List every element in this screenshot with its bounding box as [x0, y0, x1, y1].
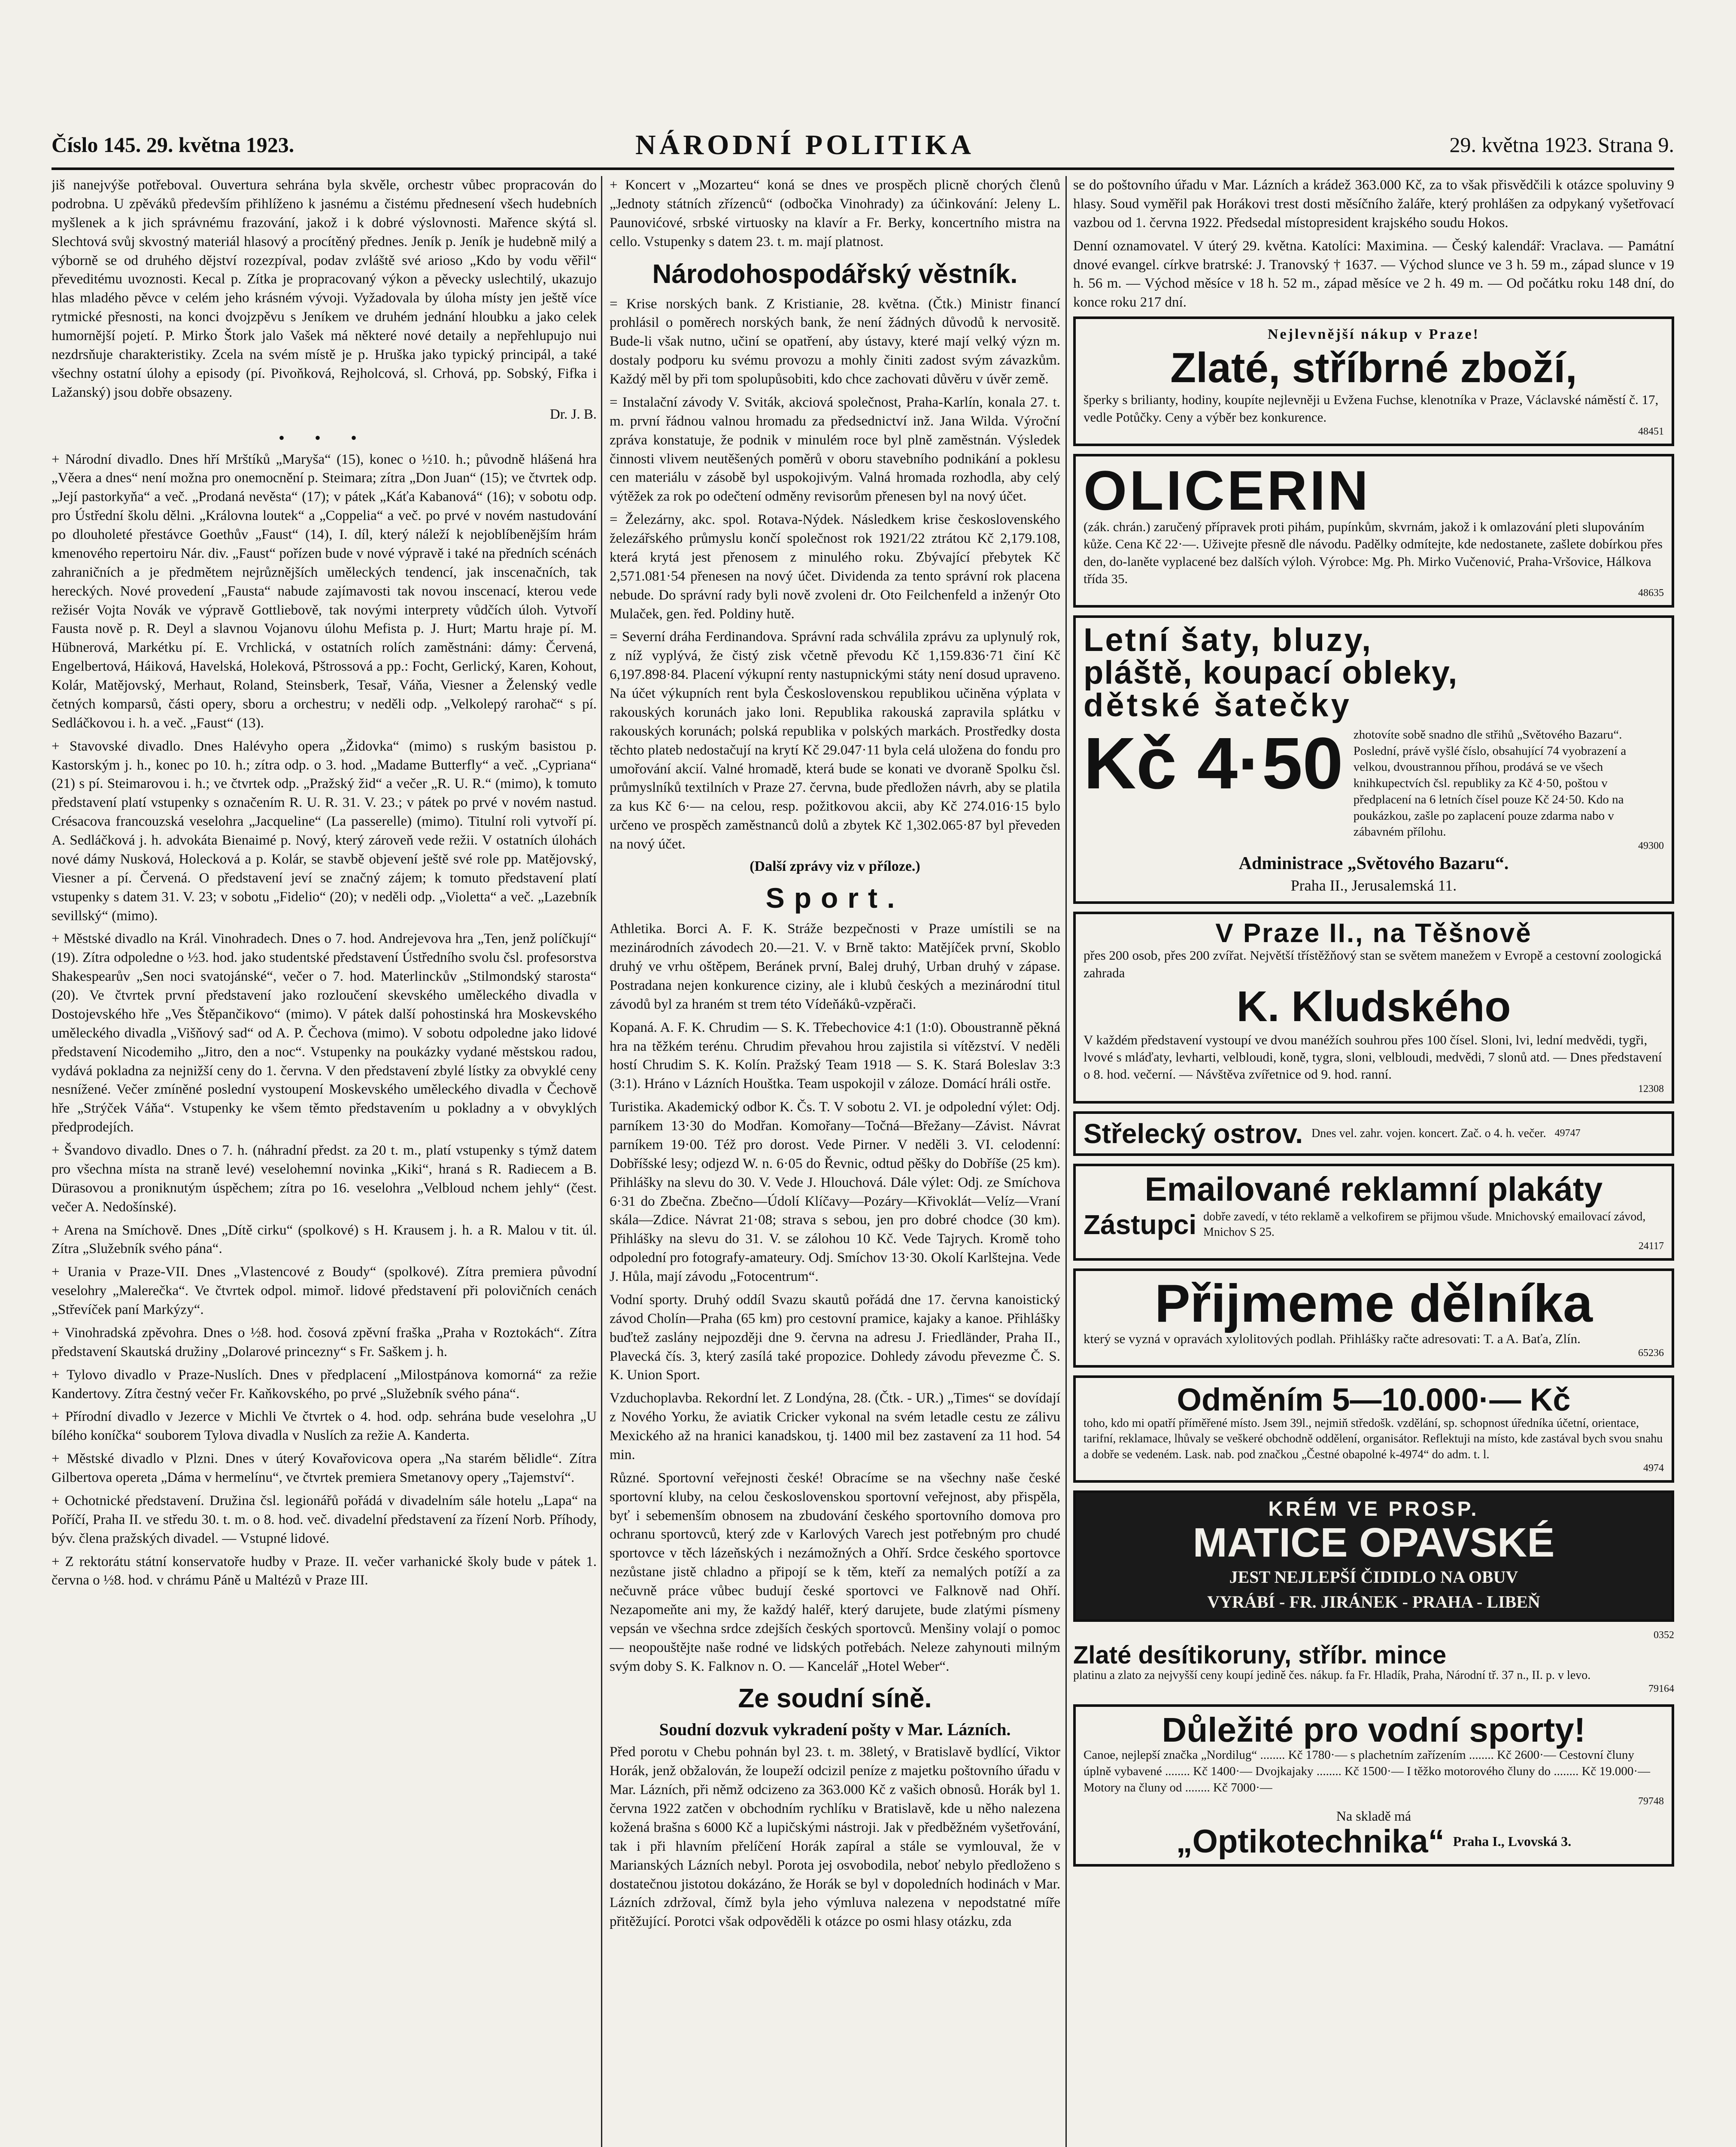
ad-headline: Přijmeme dělníka — [1154, 1274, 1593, 1333]
ad-enamel-posters — [1073, 1164, 1674, 1261]
sport-news: Vzduchoplavba. Rekordní let. Z Londýna, 28. (Čtk. - UR.) „Times“ se dovídají z Nového Yorku, že aviatik Cricker vykonal na svém letadle cestu ze zálivu Mexického až na hranici kanadskou, tj. 1400 mil bez zastavení za 11 hod. 54 min. — [610, 1390, 1060, 1463]
column-left — [52, 176, 597, 2147]
ad-number: 4974 — [1643, 1463, 1664, 1474]
economy-news: = Krise norských bank. Z Kristianie, 28. května. (Čtk.) Ministr financí prohlásil o poměrech norských bank, že není žádných důvodů k nervositě. Bude-li však nutno, učiní se opatření, aby ústavy, které mají velký význ m. dostaly podporu ku svému provozu a mohly činiti zadost svým závazkům. Každý měl by při tom spolupůsobiti, kdo chce zachovati důvěru v úvěr země. — [610, 296, 1060, 387]
ad-reward — [1073, 1375, 1674, 1483]
theatre-notice: + Městské divadlo v Plzni. Dnes v úterý Kovařovicova opera „Na starém bělidle“. Zítra Gilbertova opereta „Dáma v hermelínu“, ve čtvrtek premiera Smetanovy opery „Tajemství“. — [52, 1451, 597, 1485]
theatre-notice: + Stavovské divadlo. Dnes Halévyho opera „Židovka“ (mimo) s ruským basistou p. Kastorským j. h., konec po 10. h.; zítra odp. o 3. hod. „Madame Butterfly“ a več. „Cypriana“ (21) s pí. Steimarovou i. h.; ve čtvrtek odp. „Pražský žid“ a večer „R. U. R.“ (mimo), k tomuto představení platí vstupenky s označením R. U. R. 31. V. 23.; v pátek po prvé v novém nastud. Crésacova francouzská veselohra „Jacqueline“ (La passerelle) (mimo). Titulní roli vytvoří pí. A. Sedláčková j. h. advokáta Bienaimé p. Nový, který zároveň vede režii. V ostatních úlohách nové dámy Nusková, Holecková a p. Kolár, se stavbě objevení ještě své role pp. Matějovský, Viesner a pí. Červená. O představení jeví se značný zájem; k tomuto představení platí vstupenky s datem 31. V. 23; v sobotu „Fidelio“ (20); v neděli odp. „Violetta“ a več. „Lazebník sevillský“ (mimo). — [52, 738, 597, 924]
ad-price: Kč 4·50 — [1083, 723, 1343, 805]
economy-news: = Železárny, akc. spol. Rotava-Nýdek. Následkem krise československého železářského průmyslu končí společnost rok 1921/22 ztrátou Kč 2,179.108, která krytá jest přenosem z minulého roku. Zbývající přebytek Kč 2,571.081·54 přenesen na nový účet. Dividenda za tento správní rok placena nebude. Do správní rady byli nově zvoleni dr. Oto Feilchenfeld a inženýr Oto Mulaček, gen. řed. Poldiny hutě. — [610, 512, 1060, 622]
ad-circus-name: K. Kludského — [1236, 982, 1511, 1031]
page-header — [52, 129, 1674, 170]
theatre-notice: + Ochotnické představení. Družina čsl. legionářů pořádá v divadelním sále hotelu „Lapa“ na Poříčí, Praha II. ve středu 30. t. m. o 8. hod. več. divadelní představení za řízení Norb. Příhody, býv. člena pražských divadel. — Vstupné lidové. — [52, 1493, 597, 1546]
ad-headline-1: Letní šaty, bluzy, — [1083, 622, 1373, 659]
court-article-text: Před porotu v Chebu pohnán byl 23. t. m. 38letý, v Bratislavě bydlící, Viktor Horák, jenž obžalován, že loupeží odcizil peníze z majetku poštovního úřadu v Mar. Lázních, při němž odcizeno za 363.000 Kč z vašich obnosů. Horák byl 1. června 1922 zatčen v obchodním rychlíku v Bratislavě, kde u něho nalezena kožená brašna s 6000 Kč a lupičskými nástroji. Jak v předběžném vyšetřování, tak i při hlavním přelíčení Horák zapíral a stále se vymlouval, že v Marianských Lázních nebyl. Porota jej osvobodila, neboť nebylo předloženo s dostatečnou jistotou dokázáno, že Horák se byl v dopoledních hodinách v Mar. Lázních zdržoval, čímž byla jeho výmluva nalezena v nepodstatné míře přitěžující. Porotci však odpověděli k otázce po osmi hlasy otázku, zda — [610, 1744, 1060, 1930]
ad-tagline: Nejlevnější nákup v Praze! — [1267, 326, 1480, 343]
ad-number: 48635 — [1638, 587, 1664, 599]
theatre-notice: + Městské divadlo na Král. Vinohradech. Dnes o 7. hod. Andrejevova hra „Ten, jenž políčkují“ (19). Zítra odpoledne o ½3. hod. jako studentské představení Ústředního svolu čsl. profesorstva Shakespearův „Sen noci svatojánské“, večer o 7. hod. Materlinckův „Stilmondský starosta“ (20). Ve čtvrtek první představení jako rozloučení skevského uměleckého divadla v Dostojevského hře „Ves Štěpančikovo“ (mimo). V pátek další pohostinská hra Moskevského uměleckého divadla „Višňový sad“ od A. P. Čechova (mimo). V sobotu odpoledne jako lidové představení Nicodemiho „Jitro, den a noc“. Vstupenky na poukázky vydané městskou radou, vydává pokladna za nejnižší ceny do 1. června. V den představení zbylé lístky za obvyklé ceny nesnížené. Večer zmíněné poslední vystoupení Moskevského uměleckého divadla v Čechově hře „Strýček Váňa“. Vstupenky ke všem těmto představením u pokladny a v obvyklých předprodejích. — [52, 931, 597, 1135]
ad-summer-dresses — [1073, 615, 1674, 904]
theatre-notice: + Tylovo divadlo v Praze-Nuslích. Dnes v předplacení „Milostpánova komorná“ za režie Kandertovy. Zítra čestný večer Fr. Kaňkovského, po prvé „Služebník svého pána“. — [52, 1367, 597, 1402]
section-heading-court: Ze soudní síně. — [738, 1684, 932, 1714]
ad-subhead: Zástupci — [1083, 1209, 1197, 1241]
ad-headline: MATICE OPAVSKÉ — [1193, 1520, 1555, 1566]
column-rule — [1065, 176, 1067, 2147]
concert-notice: + Koncert v „Mozarteu“ koná se dnes ve prospěch plicně chorých členů „Jednoty státních zřízenců“ (odbočka Vinohrady) za účinkování: Jeleny L. Paunovićové, srbské virtuosky na klavír a Fr. Berky, koncertního mistra na cello. Vstupenky s datem 23. t. m. mají platnost. — [610, 177, 1060, 249]
ad-jewellery — [1073, 316, 1674, 446]
ad-gold-coins — [1073, 1641, 1674, 1697]
ad-shop-name: „Optikotechnika“ — [1176, 1823, 1445, 1860]
theatre-notice: + Z rektorátu státní konservatoře hudby v Praze. II. večer varhanické školy bude v pátek 1. června o ½8. hod. v chrámu Páně u Maltézů v Praze III. — [52, 1554, 597, 1588]
dinkus: • • • — [278, 428, 370, 447]
theatre-notice: + Arena na Smíchově. Dnes „Dítě cirku“ (spolkové) s H. Krausem j. h. a R. Malou v tit. úl. Zítra „Služebník svého pána“. — [52, 1222, 597, 1257]
page-date-number: 29. května 1923. Strana 9. — [1449, 133, 1674, 157]
ad-headline: Střelecký ostrov. — [1083, 1118, 1303, 1149]
ad-body: JEST NEJLEPŠÍ ČIDIDLO NA OBUV — [1229, 1567, 1518, 1587]
ad-shoe-cream — [1073, 1490, 1674, 1622]
ad-publisher: Administrace „Světového Bazaru“. — [1238, 853, 1509, 873]
ad-body: Dnes vel. zahr. vojen. koncert. Zač. o 4. h. večer. — [1311, 1126, 1546, 1140]
ad-body: (zák. chrán.) zaručený přípravek proti pihám, pupínkům, skvrnám, jakož i k omlazování pleti slupováním kůže. Cena Kč 22·—. Uživejte přesně dle návodu. Padělky odmítejte, kde nedostanete, zašlete dobírkou přes den, do-laněte vyplacené bez dalších výloh. Výrobce: Mg. Ph. Mirko Vučenović, Praha-Vršovice, Hálkova třída 35. — [1083, 519, 1663, 586]
sport-news: Různé. Sportovní veřejnosti české! Obracíme se na všechny naše české sportovní kluby, na celou československou sportovní veřejnost, aby přispěla, byť i sebemenším obnosem na zbudování českého sportovního domova pro ochranu sportovců, který zde v Karlových Varech jest potřebným pro chudé sportovce v těch lázeňských i nezámožných a Ohří. Srdce českého sportovce nezůstane jistě chladno a připojí se k těm, kteří za nemalých potíží a za nečuvně práce vůbec budují české sportovci ve Falknově nad Ohří. Nezapomeňte ani my, že každý haléř, který darujete, bude zlatými písmeny vepsán ve všechna srdce zdejších českých sportovců. Menšiny volají o pomoc — neopouštějte naše rodné ve lidských potřebách. Neleze zahynouti milným svým doby S. K. Falknov n. O. — Kancelář „Hotel Weber“. — [610, 1470, 1060, 1674]
ad-headline: OLICERIN — [1083, 459, 1371, 522]
column-right — [1073, 176, 1674, 2147]
opera-review-text: jiš nanejvýše potřeboval. Ouvertura sehrána byla skvěle, orchestr vůbec propracován do podrobna. U zpěváků především přihlíženo k jasnému a čistému přednesení všech hudebních myšlenek a k jich správnému frazování, jakož i k dobré výslovnosti. Mařence skýtá sl. Slechtová svůj skvostný materiál hlasový a procítěný přednes. Jeník p. Jeník je hudebně milý a výborně se od druhého dějství rozezpíval, podav zvláště své arioso „Kdo by vodu věřil“ převeditému uvoznosti. Kecal p. Zítka je propracovaný výkon a pěvecky uslechtilý, ukazujo hlas mladého pěvce v celém jeho krásném vývoji. Vyžadovala by úloha místy jen ještě více rytmické přesnosti, na konci dvojzpěvu s Jeníkem ve druhém jednání hloubku a jako celek humornější pojetí. P. Mirko Štork jalo Vašek má některé nové detaily a nepřehlupujo nui nezdrsňuje charakteristiky. Zcela na svém místě je p. Hruška jako typický principál, a také všechny ostatní úlohy a episody (pí. Pivoňková, Rejholcová, sl. Crhová, pp. Sobský, Fifka i Lažanský) jsou dobře obsazeny. — [52, 177, 597, 400]
ad-stock-note: Na skladě má — [1336, 1808, 1411, 1824]
ad-circus-kludsky — [1073, 912, 1674, 1103]
ad-headline: Odměním 5—10.000·— Kč — [1177, 1381, 1571, 1417]
section-heading-sport: Sport. — [765, 882, 904, 914]
ad-headline-3: dětské šatečky — [1083, 687, 1352, 724]
ad-body: Canoe, nejlepší značka „Nordilug“ ........ Kč 1780·— s plachetním zařízením ........ Kč 2600·— Cestovní čluny úplně vybavené ........ Kč 1400·— Dvojkajaky ........ Kč 1500·— I těžko motorového čluny do ........ Kč 19.000·— Motory na čluny od ........ Kč 7000·— — [1083, 1748, 1651, 1794]
ad-address: Praha II., Jerusalemská 11. — [1290, 876, 1457, 894]
ad-number: 65236 — [1638, 1347, 1664, 1359]
ad-headline: Důležité pro vodní sporty! — [1162, 1711, 1586, 1749]
ad-shop-address: Praha I., Lvovská 3. — [1453, 1834, 1572, 1849]
ad-body: zhotovíte sobě snadno dle střihů „Světového Bazaru“. Poslední, právě vyšlé číslo, obsahující 74 vyobrazení a velkou, dvoustrannou příhou, prodává se ve všech knihkupectvích čsl. republiky za Kč 4·50, poštou v předplacení na 6 letních čísel pouze Kč 24·50. Kdo na poukázkou, zašle po zaplacení pouze zdarma nabo v zábavném přílohu. — [1353, 728, 1627, 839]
column-middle — [610, 176, 1060, 2147]
ad-body: V každém představení vystoupí ve dvou manéžích souhrou přes 100 čísel. Sloni, lvi, lední medvědi, tygři, lvové s mláďaty, levharti, velbloudi, koně, tygra, sloni, velbloudi, medvědi, 7 slonů atd. — Dnes představení o 8. hod. večerní. — Návštěva zvířetnice od 9. hod. ranní. — [1083, 1032, 1662, 1082]
ad-maker: VYRÁBÍ - FR. JIRÁNEK - PRAHA - LIBEŇ — [1207, 1592, 1540, 1612]
ad-water-sports — [1073, 1704, 1674, 1867]
ad-subhead: přes 200 osob, přes 200 zvířat. Největší třístěžňový stan se světem manežem v Evropě a cestovní zoologická zahrada — [1083, 948, 1662, 980]
ad-number: 79748 — [1638, 1796, 1664, 1807]
sport-news: Turistika. Akademický odbor K. Čs. T. V sobotu 2. VI. je odpolední výlet: Odj. parníkem 13·30 do Modřan. Komořany—Točná—Břežany—Závist. Návrat parníkem 19·00. Též pro dorost. Vede Pirner. V neděli 3. VI. celodenní: Dobříšské lesy; odjezd W. n. 6·05 do Řevnic, odtud pěšky do Dobříše (25 km). Přihlášky na slevu do 30. V. Vede J. Hlouchová. Dále výlet: Odj. ze Smíchova 6·31 do Zbečna. Zbečno—Údolí Klíčavy—Pozáry—Křivoklát—Velíz—Vraní skála—Zdice. Návrat 21·08; strava s sebou, jen pro dobré chodce (30 km). Přihlášky na slevu do 31. V. se zálohou 10 Kč. Vede Tajrych. Kromě toho odpolední pro fotografy-amateury. Odj. Smíchov 13·30. Okolí Karlštejna. Vede J. Hůla, mají závodu „Fotocentrum“. — [610, 1099, 1060, 1285]
ad-headline: Emailované reklamní plakáty — [1144, 1170, 1603, 1208]
theatre-notice: + Národní divadlo. Dnes hří Mrštíků „Maryša“ (15), konec o ½10. h.; původně hlášená hra „Věera a dnes“ není možna pro onemocnění p. Steimara; zítra „Don Juan“ (15); ve čtvrtek odp. „Její pastorkyňa“ a več. „Prodaná nevěsta“ (17); v pátek „Káťa Kabanová“ (16); v sobotu odp. pro Ústřední školu dělni. „Královna loutek“ a „Coppelia“ a več. po prvé v novém nastudování po dlouholeté přestávce Goethův „Faust“ (14), I. díl, který náleží k nejoblíbenějším hrám kmenového repertoiru Nár. div. „Faust“ pořízen bude v nové výpravě i také na předních scénách zahraničních a je předmětem nejrůznějších uměleckých tendencí, jak inscenačních, tak hereckých. Nové provedení „Fausta“ nabude zajímavosti tak novou inscenací, kterou vede režisér Vojta Novák ve výpravě Gottliebově, tak novými interprety vůdčích úloh. Vytvoří Fausta nově p. R. Deyl a slavnou Vojanovu úlohu Mefista p. J. Hurt; Martu hraje pí. M. Hübnerová, Markétku pí. E. Vrchlická, v ostatních rolích zaměstnáni: dámy: Červená, Engelbertová, Háiková, Havelská, Holeková, Pštrossová a pp.: Focht, Gerlický, Karen, Kohout, Kolár, Matějovský, Merhaut, Roland, Steinsberk, Tesař, Váňa, Viesner a Želenský vedle četných komparsů, části opery, sboru a orchestru; v neděli odp. „Velkolepý rarohač“ s pí. Sedláčkovou i. h. a več. „Faust“ (13). — [52, 451, 597, 731]
ad-olicerin — [1073, 454, 1674, 608]
ad-shop-row — [1083, 1825, 1664, 1858]
column-rule — [601, 176, 602, 2147]
theatre-notice: + Urania v Praze-VII. Dnes „Vlastencové z Boudy“ (spolkové). Zítra premiera původní veselohry „Malerečka“. Ve čtvrtek odpol. mimoř. lidové představení při polovičních cenách „Střevíček paní Markýzy“. — [52, 1264, 597, 1317]
ad-headline: Zlaté desítikoruny, stříbr. mince — [1073, 1641, 1447, 1670]
sport-news: Athletika. Borci A. F. K. Stráže bezpečnosti v Praze umístili se na mezinárodních závodech 20.—21. V. v Brně takto: Matějíček první, Skoblo druhý ve vrhu oštěpem, Beránek první, Balej druhý, Urban druhý v zápase. Postradana nejen konkurence ciziny, ale i klubů českých a mezinárodní titul závodů byl za hraném st trem této Vídeňáků-vzpěrači. — [610, 921, 1060, 1012]
sport-news: Vodní sporty. Druhý oddíl Svazu skautů pořádá dne 17. června kanoistický závod Cholín—Praha (65 km) pro cestovní pramice, kajaky a kanoe. Přihlášky buďtež zaslány nejpozději dne 9. června na adresu J. Friedländer, Praha II., Plavecká čís. 3, který zasílá také propozice. Dohledy závodu převezme Č. S. K. Union Sport. — [610, 1292, 1060, 1383]
theatre-notice: + Vinohradská zpěvohra. Dnes o ½8. hod. čosová zpěvní fraška „Praha v Roztokách“. Zítra představení Skautská družiny „Dolarové princezny“ s Fr. Saškem j. h. — [52, 1325, 597, 1359]
economy-news: = Severní dráha Ferdinandova. Správní rada schválila zprávu za uplynulý rok, z níž vyplývá, že čistý zisk včetně převodu Kč 1,159.836·71 činí Kč 6,197.898·84. Placení výkupní renty nastupnickými státy není dosud upraveno. Na účet výkupních rent byla Československou republikou učiněna výplata v rakouských korunách jako loni. Republika rakouská zapravila splátku v rakouských korunách; polská republika v polských markách. Prostředky dosta těchto plateb nedostačují na krytí Kč 29.047·11 byla celá uložena do fondu pro umořování akcií. Valné hromadě, která bude se konati ve dvoraně Spolku čsl. průmyslníků textilních v Praze 27. června, bude předložen návrh, aby se platila za kus Kč 6·— na celou, resp. požitkovou akcii, aby Kč 274.016·15 bylo určeno ve prospěch zaměstnanců dolů a zbytek Kč 1,302.065·87 byl převeden na nový účet. — [610, 629, 1060, 852]
ad-body: který se vyzná v opravách xylolitových podlah. Přihlášky račte adresovati: T. a A. Baťa, Zlín. — [1083, 1331, 1581, 1346]
ad-worker-wanted — [1073, 1268, 1674, 1368]
theatre-notice: + Švandovo divadlo. Dnes o 7. h. (náhradní předst. za 20 t. m., platí vstupenky s týmž datem pro všechna místa na straně levé) veselohemní novinka „Kiki“, hraná s R. Radiecem a B. Dürasovou a proniknutým úspěchem; zítra po 16. veselohra „Velbloud nchem jehly“ (čest. večer A. Nedošínské). — [52, 1143, 597, 1215]
continuation-note: (Další zprávy viz v příloze.) — [750, 858, 920, 874]
court-article-title: Soudní dozvuk vykradení pošty v Mar. Lázních. — [659, 1720, 1011, 1739]
ad-price-row — [1083, 723, 1664, 840]
economy-news: = Instalační závody V. Sviták, akciová společnost, Praha-Karlín, konala 27. t. m. první řádnou valnou hromadu za předsednictví inž. Jana Wilda. Výroční zpráva konstatuje, že podnik v minulém roce byl plně zaměstnán. Výsledek činnosti vlivem neutěšených poměrů v oboru stavebního podnikání a poklesu cen materiálu v zásobě byl uspokojivým. Valná hromada rozhodla, aby celý výtěžek za rok po odečtení odměny revisorům přenesen byl na nový účet. — [610, 394, 1060, 505]
ad-row — [1083, 1209, 1664, 1241]
masthead-title: NÁRODNÍ POLITIKA — [635, 129, 974, 161]
theatre-notice: + Přírodní divadlo v Jezerce v Michli Ve čtvrtek o 4. hod. odp. sehrána bude veselohra „U bílého koníčka“ souborem Tylova divadla v Nuslích za režie A. Kanderta. — [52, 1409, 597, 1444]
sport-news: Kopaná. A. F. K. Chrudim — S. K. Třebechovice 4:1 (1:0). Oboustranně pěkná hra na těžkém terénu. Chrudim převahou hrou zajistila si vítězství. V neděli hostí Chrudim S. K. Kolín. Pražský Team 1918 — S. K. Stará Boleslav 3:3 (3:1). Hráno v Lázních Houštka. Team uspokojil v záloze. Domácí hráli ostře. — [610, 1019, 1060, 1092]
ad-number: 79164 — [1648, 1683, 1674, 1695]
ad-body: toho, kdo mi opatří příměřené místo. Jsem 39l., nejmiň středošk. vzdělání, sp. schopnost úředníka účetní, orientace, tarifní, reklamace, lhůvaly se veškeré obchodně oddělení, organisátor. Reflektuji na místo, kde zastával bych svou snahu a dobře se vedeném. Lask. nab. pod značkou „Čestné obapolné k-4974“ do adm. t. l. — [1083, 1416, 1663, 1461]
ad-tagline: KRÉM VE PROSP. — [1268, 1498, 1479, 1521]
ad-number: 48451 — [1638, 426, 1664, 437]
section-heading-economy: Národohospodářský věstník. — [652, 259, 1018, 289]
ad-headline-2: pláště, koupací obleky, — [1083, 654, 1458, 691]
ad-number: 24117 — [1638, 1240, 1664, 1252]
ad-body: platinu a zlato za nejvyšší ceny koupí jedině čes. nákup. fa Fr. Hladík, Praha, Národní tř. 37 n., II. p. v levo. — [1073, 1669, 1591, 1682]
court-article-continued: se do poštovního úřadu v Mar. Lázních a krádež 363.000 Kč, za to však přisvědčili k otázce spoluviny 9 hlasy. Soud vyměřil pak Horákovi trest dosti měsíčního žaláře, který prohlášen za odpykaný vyšetřovací vazbou od 1. června 1922. Předsedal místopresident krajského soudu Hokos. — [1073, 177, 1674, 231]
ad-body: šperky s brilianty, hodiny, koupíte nejlevněji u Evžena Fuchse, klenotníka v Praze, Václavské náměstí č. 17, vedle Potůčky. Ceny a výběr bez konkurence. — [1083, 392, 1659, 425]
review-signature: Dr. J. B. — [549, 406, 597, 422]
ad-number: 49300 — [1638, 840, 1664, 852]
ad-number: 49747 — [1554, 1128, 1581, 1139]
ad-body: dobře zavedí, v této reklamě a velkofirem se přijmou všude. Mnichovský emailovací závod, Mnichov S 25. — [1203, 1210, 1646, 1239]
ad-strelecky-ostrov — [1073, 1111, 1674, 1156]
ad-headline: V Praze II., na Těšnově — [1215, 918, 1532, 949]
issue-number-date: Číslo 145. 29. května 1923. — [52, 133, 294, 157]
ad-number: 12308 — [1638, 1083, 1664, 1095]
ad-headline: Zlaté, stříbrné zboží, — [1170, 344, 1577, 392]
ad-number: 0352 — [1654, 1630, 1674, 1641]
daily-calendar: Denní oznamovatel. V úterý 29. května. Katolíci: Maximina. — Český kalendář: Vraclava. — Památní dnové evangel. církve bratrské: J. Tranovský † 1637. — Východ slunce ve 3 h. 59 m., západ slunce v 19 h. 56 m. — Východ měsíce v 18 h. 52 m., západ měsíce ve 2 h. 49 m. — Od počátku roku 148 dní, do konce roku 217 dní. — [1073, 238, 1674, 310]
